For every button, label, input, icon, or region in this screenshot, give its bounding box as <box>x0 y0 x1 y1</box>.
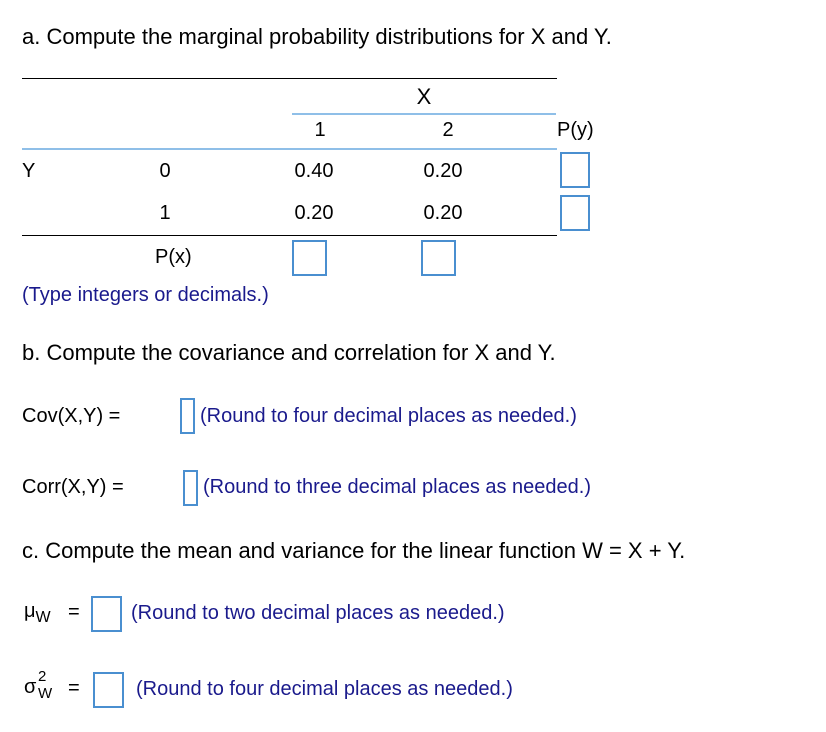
cell-y0-x2: 0.20 <box>423 160 463 182</box>
cov-input[interactable] <box>180 398 195 434</box>
py-header: P(y) <box>557 119 594 141</box>
sigma-superscript: 2 <box>38 668 47 685</box>
x-header-rule <box>292 113 556 115</box>
sigma-sq-w-input[interactable] <box>93 672 124 708</box>
part-a-hint: (Type integers or decimals.) <box>22 284 269 306</box>
corr-input[interactable] <box>183 470 198 506</box>
table-top-rule <box>22 78 557 79</box>
y-value-0: 0 <box>159 160 171 182</box>
corr-label: Corr(X,Y) = <box>22 476 124 498</box>
sigma-symbol: σ <box>24 676 37 698</box>
cell-y1-x2: 0.20 <box>423 202 463 224</box>
part-b-title: b. Compute the covariance and correlation for X and Y. <box>22 340 556 365</box>
px-1-input[interactable] <box>292 240 327 276</box>
mu-w-label <box>24 600 51 626</box>
cov-label: Cov(X,Y) = <box>22 405 121 427</box>
mu-hint: (Round to two decimal places as needed.) <box>131 602 505 624</box>
part-c-title: c. Compute the mean and variance for the linear function W = X + Y. <box>22 538 686 563</box>
cell-y1-x1: 0.20 <box>294 202 334 224</box>
table-bottom-rule <box>22 235 557 236</box>
y-label: Y <box>22 160 36 182</box>
py-0-input[interactable] <box>560 152 590 188</box>
cell-y0-x1: 0.40 <box>294 160 334 182</box>
x-value-1: 1 <box>314 119 326 141</box>
mu-equals: = <box>68 601 80 623</box>
sigma-subscript: W <box>38 685 53 702</box>
corr-hint: (Round to three decimal places as needed.) <box>203 476 592 498</box>
mu-w-input[interactable] <box>91 596 122 632</box>
mu-subscript: W <box>35 609 51 626</box>
px-2-input[interactable] <box>421 240 456 276</box>
part-a-title: a. Compute the marginal probability distributions for X and Y. <box>22 24 612 49</box>
px-label: P(x) <box>155 246 192 268</box>
mu-symbol: μ <box>24 600 36 622</box>
sigma-sq-w-label <box>24 668 72 712</box>
py-1-input[interactable] <box>560 195 590 231</box>
cov-hint: (Round to four decimal places as needed.) <box>200 405 577 427</box>
y-value-1: 1 <box>159 202 171 224</box>
x-value-2: 2 <box>442 119 454 141</box>
sigma-equals: = <box>68 677 80 699</box>
x-header: X <box>416 84 432 109</box>
sigma-hint: (Round to four decimal places as needed.) <box>136 678 513 700</box>
column-header-rule <box>22 148 557 150</box>
